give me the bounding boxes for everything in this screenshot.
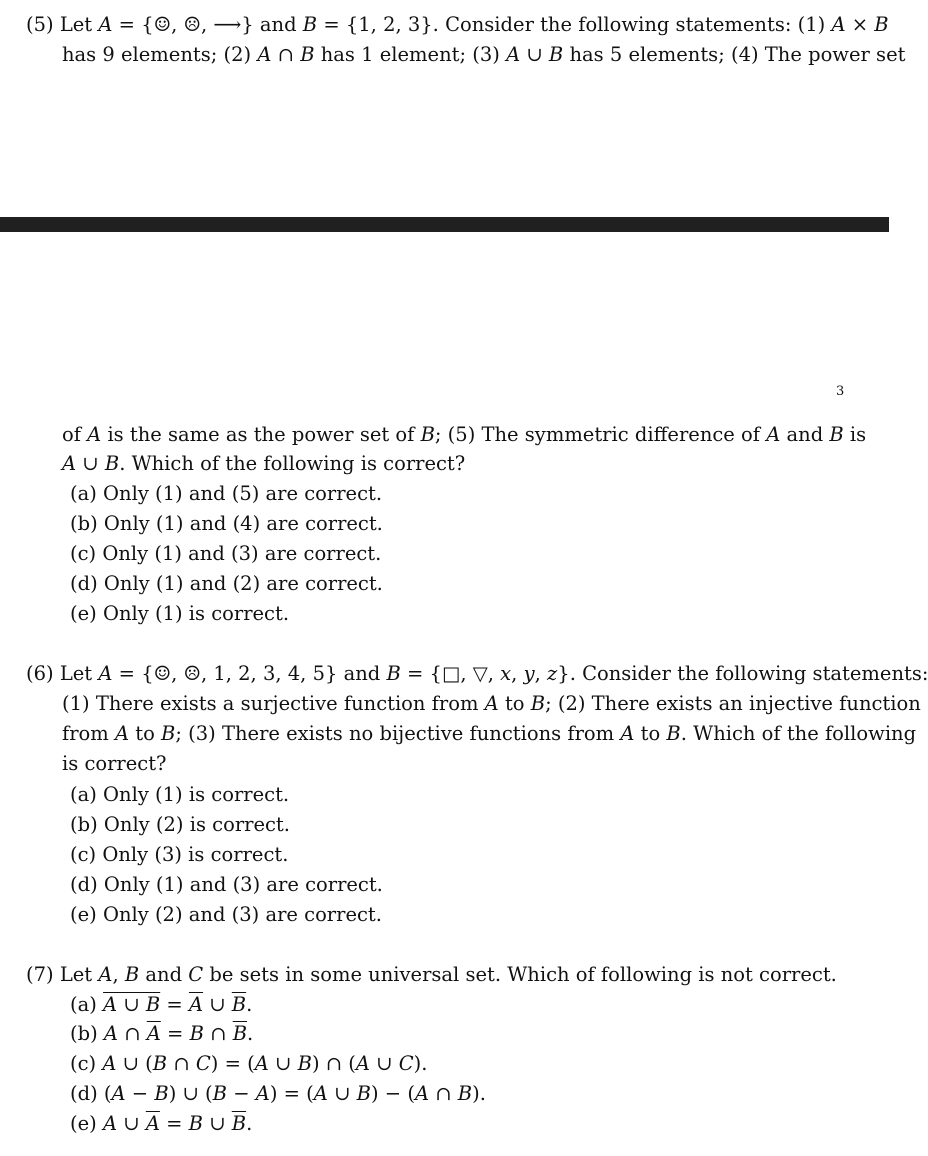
- q5-option-c: (c) Only (1) and (3) are correct.: [70, 542, 382, 565]
- q6-line-2: (1) There exists a surjective function from A to B; (2) There exists an injective function: [62, 692, 921, 715]
- q6-option-d: (d) Only (1) and (3) are correct.: [70, 873, 383, 896]
- q6-option-e: (e) Only (2) and (3) are correct.: [70, 903, 382, 926]
- q5-line-3: of A is the same as the power set of B; (5) The symmetric difference of A and B is: [62, 423, 867, 446]
- q5-line-1: (5) Let A = {☺, ☹, ⟶} and B = {1, 2, 3}. Consider the following statements: (1) A × B: [26, 13, 889, 36]
- q5-line-4: A ∪ B. Which of the following is correct?: [62, 452, 466, 475]
- q6-line-3: from A to B; (3) There exists no bijective functions from A to B. Which of the following: [62, 722, 917, 745]
- q7-option-e: (e) A ∪ $\overline{A} = B$ ∪ $\overline{B}$.: [70, 1112, 253, 1135]
- q7-option-c: (c) A ∪ (B ∩ C) = (A ∪ B) ∩ (A ∪ C).: [70, 1052, 428, 1075]
- q6-option-b: (b) Only (2) is correct.: [70, 813, 290, 836]
- q6-line-4: is correct?: [62, 752, 167, 775]
- q5-option-e: (e) Only (1) is correct.: [70, 602, 290, 625]
- q5-option-d: (d) Only (1) and (2) are correct.: [70, 572, 383, 595]
- q5-option-a: (a) Only (1) and (5) are correct.: [70, 482, 383, 505]
- q5-line-2: has 9 elements; (2) A ∩ B has 1 element; (3) A ∪ B has 5 elements; (4) The power set: [62, 43, 906, 66]
- page-number: 3: [836, 384, 845, 399]
- page-break-divider: [0, 217, 889, 232]
- q6-option-a: (a) Only (1) is correct.: [70, 783, 290, 806]
- q7-option-d: (d) (A − B) ∪ (B − A) = (A ∪ B) − (A ∩ B).: [70, 1082, 486, 1105]
- q6-option-c: (c) Only (3) is correct.: [70, 843, 289, 866]
- q7-option-b: (b) A ∩ $\overline{A} = B$ ∩ $\overline{B}$.: [70, 1022, 254, 1045]
- q7-line-1: (7) Let A, B and C be sets in some universal set. Which of following is not correct.: [26, 963, 837, 986]
- q7-option-a: (a) A ∪ $B = \overline{A}$ ∪ $\overline{B}$.: [70, 993, 253, 1016]
- q6-line-1: (6) Let A = {☺, ☹, 1, 2, 3, 4, 5} and B = {□, ▽, x, y, z}. Consider the following statements:: [26, 662, 928, 685]
- q5-option-b: (b) Only (1) and (4) are correct.: [70, 512, 383, 535]
